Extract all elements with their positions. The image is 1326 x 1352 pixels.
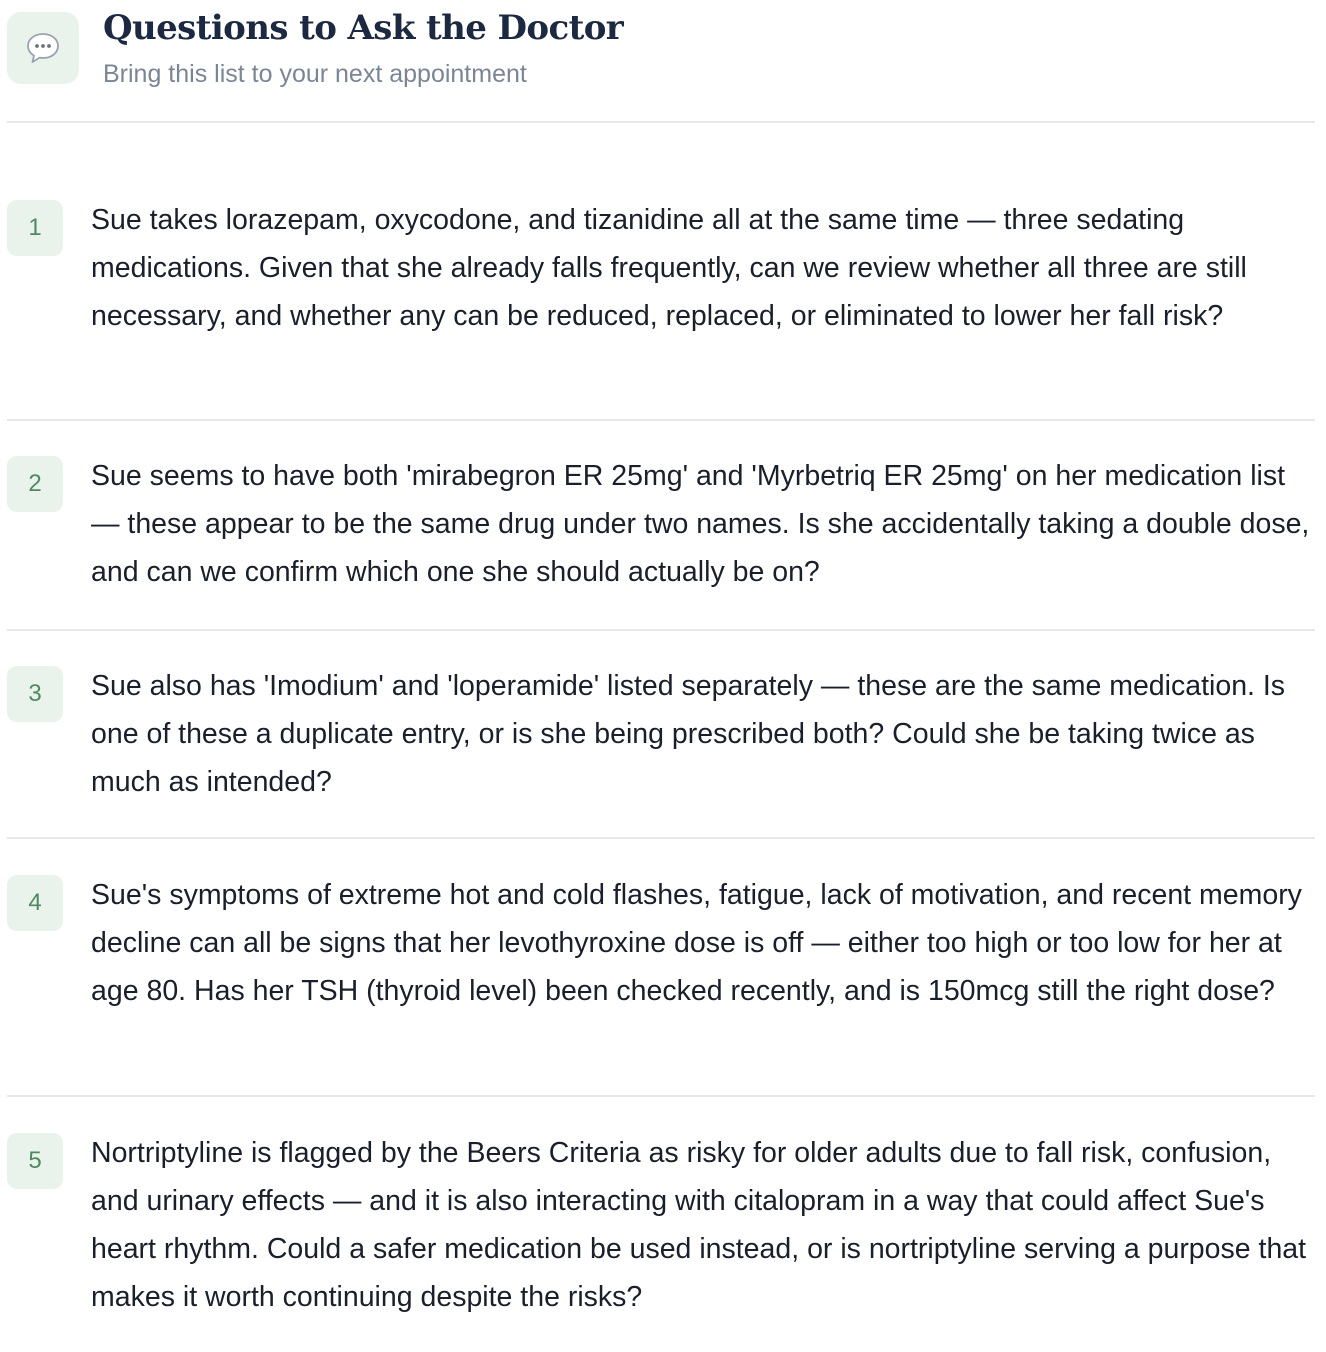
speech-bubble-icon bbox=[7, 12, 79, 84]
question-text: Sue's symptoms of extreme hot and cold flashes, fatigue, lack of motivation, and recent memory decline can all be signs that her levothyroxine dose is off — either too high or too low for her at age 80. Has her TSH (thyroid level) been checked recently, and is 150mcg still the right dose? bbox=[91, 879, 1302, 1007]
question-text: Sue also has 'Imodium' and 'loperamide' listed separately — these are the same medication. Is one of these a duplicate entry, or is she being prescribed both? Could she be taking twice as much as intended? bbox=[91, 670, 1286, 798]
question-number-badge: 4 bbox=[7, 875, 63, 931]
question-number-badge: 2 bbox=[7, 456, 63, 512]
question-number-badge: 5 bbox=[7, 1133, 63, 1189]
question-number-badge: 3 bbox=[7, 666, 63, 722]
question-number-badge: 1 bbox=[7, 200, 63, 256]
page-title: Questions to Ask the Doctor bbox=[103, 8, 624, 48]
question-text: Sue seems to have both 'mirabegron ER 25mg' and 'Myrbetriq ER 25mg' on her medication list — these appear to be the same drug under two names. Is she accidentally taking a double dose, and can we confirm which one she should actually be on? bbox=[91, 460, 1310, 588]
question-item bbox=[7, 456, 1315, 631]
question-item bbox=[7, 200, 1315, 421]
question-item bbox=[7, 666, 1315, 839]
question-item bbox=[7, 1133, 1315, 1333]
question-text: Sue takes lorazepam, oxycodone, and tizanidine all at the same time — three sedating medications. Given that she already falls frequently, can we review whether all three are still necessary, and whether any can be reduced, replaced, or eliminated to lower her fall risk? bbox=[91, 204, 1247, 332]
question-item bbox=[7, 875, 1315, 1097]
page-subtitle: Bring this list to your next appointment bbox=[103, 60, 527, 88]
question-text: Nortriptyline is flagged by the Beers Criteria as risky for older adults due to fall risk, confusion, and urinary effects — and it is also interacting with citalopram in a way that could affect Sue's heart rhythm. Could a safer medication be used instead, or is nortriptyline serving a purpose that makes it worth continuing despite the risks? bbox=[91, 1137, 1307, 1313]
page-header bbox=[7, 0, 1315, 123]
